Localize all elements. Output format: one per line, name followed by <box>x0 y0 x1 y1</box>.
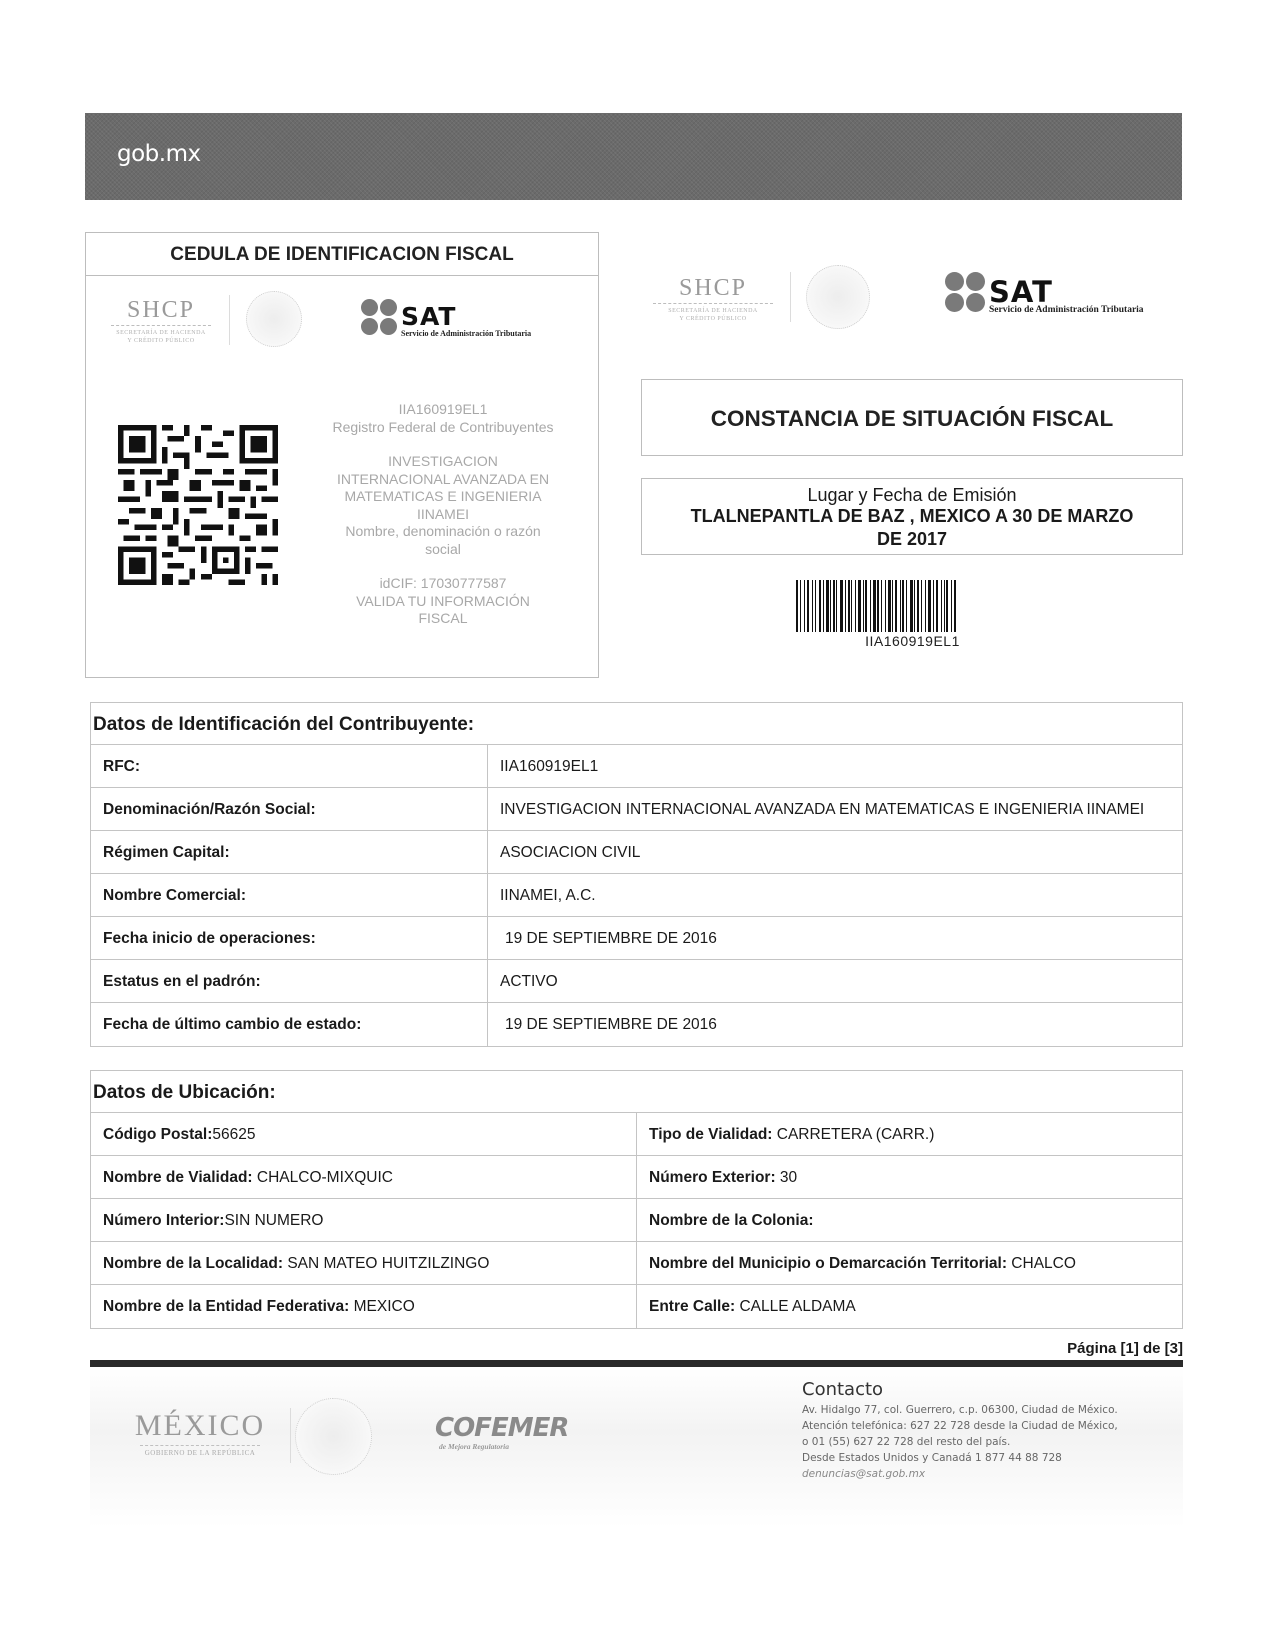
national-seal-icon <box>295 1398 372 1475</box>
location-field: Nombre del Municipio o Demarcación Territorial: CHALCO <box>637 1242 1183 1284</box>
contacto-email-link[interactable]: denuncias@sat.gob.mx <box>802 1468 926 1480</box>
barcode-text: IIA160919EL1 <box>865 633 960 649</box>
gob-mx-logo[interactable]: gob.mx <box>117 141 201 167</box>
table-row <box>91 788 1183 831</box>
lugar-fecha-emision <box>641 478 1183 555</box>
field-value: IINAMEI, A.C. <box>488 874 1183 916</box>
location-field: Nombre de Vialidad: CHALCO-MIXQUIC <box>91 1156 637 1198</box>
cedula-title: CEDULA DE IDENTIFICACION FISCAL <box>86 233 598 276</box>
emision-label: Lugar y Fecha de Emisión <box>807 485 1017 505</box>
cedula-name-line: INTERNACIONAL AVANZADA EN <box>336 470 550 487</box>
cedula-identificacion-fiscal <box>85 232 599 678</box>
table-row <box>91 1285 1183 1328</box>
table-row <box>91 1156 1183 1199</box>
emision-value: TLALNEPANTLA DE BAZ , MEXICO A 30 DE MARZO <box>690 506 1134 526</box>
table-row <box>91 1113 1183 1156</box>
cedula-rfc: IIA160919EL1 <box>398 401 488 417</box>
cedula-rfc-label: Registro Federal de Contribuyentes <box>332 418 554 435</box>
sat-logo: SAT Servicio de Administración Tributaria <box>361 299 531 338</box>
table-row <box>91 874 1183 917</box>
cedula-name-label: Nombre, denominación o razón <box>345 523 541 539</box>
qr-code <box>118 425 278 585</box>
field-value: INVESTIGACION INTERNACIONAL AVANZADA EN MATEMATICAS E INGENIERIA IINAMEI <box>488 788 1183 830</box>
emision-value: DE 2017 <box>876 529 948 549</box>
field-value: 19 DE SEPTIEMBRE DE 2016 <box>488 1003 1183 1046</box>
contacto-block <box>802 1378 1182 1482</box>
field-label: Fecha de último cambio de estado: <box>91 1003 488 1046</box>
location-field: Tipo de Vialidad: CARRETERA (CARR.) <box>637 1113 1183 1155</box>
document-title: CONSTANCIA DE SITUACIÓN FISCAL <box>641 379 1183 456</box>
field-label: Denominación/Razón Social: <box>91 788 488 830</box>
cedula-name-line: IINAMEI <box>416 505 470 522</box>
valida-informacion-link[interactable]: FISCAL <box>418 610 468 626</box>
field-label: Estatus en el padrón: <box>91 960 488 1002</box>
table-row <box>91 1003 1183 1046</box>
table-row <box>91 745 1183 788</box>
mexico-gobierno-logo: MÉXICO GOBIERNO DE LA REPÚBLICA <box>134 1409 266 1457</box>
table-row <box>91 831 1183 874</box>
table-row <box>91 1199 1183 1242</box>
contacto-line: Av. Hidalgo 77, col. Guerrero, c.p. 06300, Ciudad de México. <box>802 1404 1118 1416</box>
cedula-name-line: INVESTIGACION <box>388 453 498 469</box>
table-row <box>91 917 1183 960</box>
cedula-name-label: social <box>425 540 461 557</box>
shcp-logo: SHCP SECRETARÍA DE HACIENDA Y CRÉDITO PÚBLICO <box>111 297 211 345</box>
field-label: Fecha inicio de operaciones: <box>91 917 488 959</box>
logo-divider <box>290 1408 291 1463</box>
location-field: Nombre de la Localidad: SAN MATEO HUITZILZINGO <box>91 1242 637 1284</box>
field-value: IIA160919EL1 <box>488 745 1183 787</box>
national-seal-icon <box>246 291 302 347</box>
location-field: Nombre de la Entidad Federativa: MEXICO <box>91 1285 637 1328</box>
location-field: Número Interior:SIN NUMERO <box>91 1199 637 1241</box>
national-seal-icon <box>806 265 870 329</box>
contacto-line: Desde Estados Unidos y Canadá 1 877 44 88 728 <box>802 1452 1062 1464</box>
cofemer-logo: COFEMER de Mejora Regulatoria <box>435 1413 569 1451</box>
contacto-title: Contacto <box>802 1379 884 1400</box>
cedula-name-line: MATEMATICAS E INGENIERIA <box>344 488 542 504</box>
ubicacion-section <box>90 1070 1183 1329</box>
field-label: Nombre Comercial: <box>91 874 488 916</box>
footer <box>90 1368 1183 1528</box>
location-field: Nombre de la Colonia: <box>637 1199 1183 1241</box>
table-row <box>91 960 1183 1003</box>
barcode <box>796 580 1029 632</box>
contacto-line: Atención telefónica: 627 22 728 desde la Ciudad de México, <box>802 1420 1118 1432</box>
ubicacion-title: Datos de Ubicación: <box>91 1071 1183 1113</box>
sat-dots-icon <box>945 272 985 312</box>
gob-mx-banner <box>85 113 1182 200</box>
field-value: ASOCIACION CIVIL <box>488 831 1183 873</box>
shcp-logo-header: SHCP SECRETARÍA DE HACIENDA Y CRÉDITO PÚBLICO <box>653 275 773 323</box>
logo-divider <box>790 272 791 322</box>
identificacion-section <box>90 702 1183 1047</box>
location-field: Número Exterior: 30 <box>637 1156 1183 1198</box>
sat-dots-icon <box>361 299 397 335</box>
field-label: RFC: <box>91 745 488 787</box>
field-value: ACTIVO <box>488 960 1183 1002</box>
field-label: Régimen Capital: <box>91 831 488 873</box>
valida-informacion-link[interactable]: VALIDA TU INFORMACIÓN <box>356 592 530 609</box>
footer-divider <box>90 1360 1183 1367</box>
logo-divider <box>229 295 230 345</box>
cedula-info <box>318 401 568 628</box>
table-row <box>91 1242 1183 1285</box>
contacto-line: o 01 (55) 627 22 728 del resto del país. <box>802 1436 1011 1448</box>
page-indicator: Página [1] de [3] <box>1067 1340 1183 1357</box>
identificacion-title: Datos de Identificación del Contribuyente: <box>91 703 1183 745</box>
location-field: Entre Calle: CALLE ALDAMA <box>637 1285 1183 1328</box>
field-value: 19 DE SEPTIEMBRE DE 2016 <box>488 917 1183 959</box>
location-field: Código Postal:56625 <box>91 1113 637 1155</box>
sat-logo-header: SAT Servicio de Administración Tributaria <box>945 272 1144 315</box>
cedula-idcif: idCIF: 17030777587 <box>379 575 507 591</box>
